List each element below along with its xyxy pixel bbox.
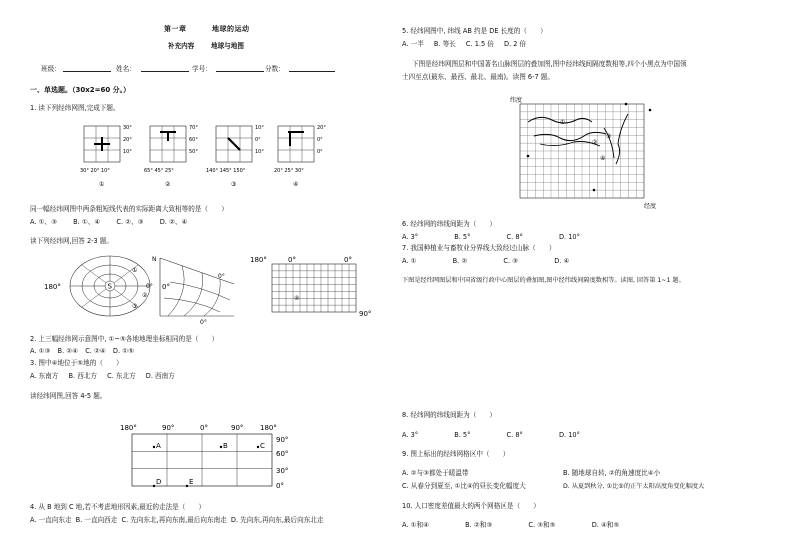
q6-pt3: ③ bbox=[606, 133, 612, 140]
q6-options bbox=[402, 234, 580, 242]
q4-right-4: 0° bbox=[276, 482, 284, 490]
q8-option-c[interactable]: C. 8° bbox=[506, 431, 523, 439]
grid-2-lat-3: 50° bbox=[189, 149, 198, 155]
q3-options bbox=[30, 373, 175, 381]
q3-option-c[interactable]: C. 东北方 bbox=[107, 372, 136, 380]
polar-pt2: ② bbox=[142, 292, 148, 299]
q5-option-b[interactable]: B. 等长 bbox=[433, 40, 456, 48]
id-label: 学号： bbox=[192, 65, 212, 73]
q4-option-d[interactable]: D. 先向东,再向东,最后向东北走 bbox=[230, 516, 324, 524]
q1-options bbox=[30, 219, 187, 227]
q10-option-a[interactable]: A. ①和④ bbox=[402, 521, 430, 529]
supplement-label: 补充内容 bbox=[168, 42, 195, 50]
q2-option-b[interactable]: B. ②④ bbox=[57, 347, 79, 355]
q10-stem: 10. 人口密度差值最大的两个网格区是（ ） bbox=[402, 502, 540, 510]
q7-stem: 7. 我国种植业与畜牧业分界线大致经过山脉（ ） bbox=[402, 244, 556, 252]
q5-option-d[interactable]: D. 2 倍 bbox=[504, 40, 527, 48]
q8-stem: 8. 经纬网的纬线间距为（ ） bbox=[402, 411, 497, 419]
q9-option-b[interactable]: B. 随地球自转, ②的角速度比④小 bbox=[563, 469, 661, 477]
q6-figure bbox=[502, 94, 672, 212]
score-label: 分数： bbox=[265, 65, 285, 73]
q8-options bbox=[402, 432, 580, 440]
q1-option-a[interactable]: A. ①、③ bbox=[30, 218, 58, 226]
grid-2-lat-2: 60° bbox=[189, 137, 198, 143]
grid-1 bbox=[80, 125, 132, 188]
q6-pt1: ① bbox=[560, 119, 566, 126]
q9-option-d[interactable]: D. 从夏到秋分, ①比⑤的正午太阳高度角变化幅度大 bbox=[563, 483, 705, 490]
q4-top-4: 90° bbox=[231, 424, 244, 432]
q7-option-c[interactable]: C. ③ bbox=[503, 257, 519, 265]
q3-option-d[interactable]: D. 西南方 bbox=[145, 372, 175, 380]
sector-diagram bbox=[146, 256, 234, 324]
q5-option-a[interactable]: A. 一半 bbox=[402, 40, 424, 48]
grid-4-lon: 20° 25° 30° bbox=[274, 168, 304, 174]
sgrid-lon0b: 0° bbox=[344, 256, 352, 264]
grid-4-num: ④ bbox=[293, 181, 299, 188]
grid-3 bbox=[206, 125, 264, 188]
q4-top-1: 180° bbox=[120, 424, 137, 432]
id-field[interactable] bbox=[216, 64, 264, 72]
q4-top-3: 0° bbox=[200, 424, 208, 432]
q4-pt-c: C bbox=[260, 442, 265, 450]
q4-stem: 4. 从 B 地到 C 地,若不考虑地形因素,最近的走法是（ ） bbox=[30, 503, 206, 511]
q1-option-c[interactable]: C. ②、③ bbox=[116, 218, 144, 226]
q4-pt-d: D bbox=[156, 478, 162, 486]
grid-2-lon: 65° 45° 25° bbox=[144, 168, 174, 174]
q1-grids-figure bbox=[70, 120, 340, 192]
q7-option-b[interactable]: B. ② bbox=[452, 257, 468, 265]
grid-3-lat-1: 10° bbox=[255, 125, 264, 131]
q2-stem: 2. 上三幅经纬网示意图中, ①~⑤各地地理坐标相同的是（ ） bbox=[30, 335, 219, 343]
sector-0b: 0° bbox=[218, 273, 225, 280]
q6-xlabel: 经度 bbox=[644, 203, 657, 210]
q8-option-d[interactable]: D. 10° bbox=[558, 431, 580, 439]
q5-option-c[interactable]: C. 1.5 倍 bbox=[465, 40, 494, 48]
grid-2-num: ② bbox=[165, 181, 171, 188]
chapter-number: 第一章 bbox=[164, 25, 187, 33]
q2-option-c[interactable]: C. ②④ bbox=[85, 347, 106, 355]
q6-option-b[interactable]: B. 5° bbox=[454, 233, 471, 241]
q4-top-2: 90° bbox=[162, 424, 175, 432]
sector-0a: 0° bbox=[146, 283, 153, 290]
polar-lon180: 180° bbox=[44, 283, 61, 291]
q4-intro: 读经纬网图,回答 4-5 题。 bbox=[30, 392, 107, 400]
name-field[interactable] bbox=[141, 64, 189, 72]
grid-3-num: ③ bbox=[231, 181, 237, 188]
q7-option-d[interactable]: D. ④ bbox=[554, 257, 570, 265]
q9-stem: 9. 图上标出的经纬网格区中（ ） bbox=[402, 450, 510, 458]
q4-option-b[interactable]: B. 一直向西走 bbox=[75, 516, 118, 524]
q4-pt-a: A bbox=[156, 442, 161, 450]
q8-option-a[interactable]: A. 3° bbox=[402, 431, 419, 439]
grid-2-lat-1: 70° bbox=[189, 125, 198, 131]
q1-option-b[interactable]: B. ①、④ bbox=[73, 218, 101, 226]
q4-figure bbox=[120, 420, 310, 494]
sector-0c: 0° bbox=[200, 319, 207, 324]
q2-figure bbox=[42, 254, 372, 324]
q6-ylabel: 纬度 bbox=[510, 97, 523, 104]
grid-1-lat-3: 10° bbox=[123, 149, 132, 155]
q3-option-b[interactable]: B. 西北方 bbox=[68, 372, 97, 380]
sgrid-lon0a: 0° bbox=[288, 256, 296, 264]
class-field[interactable] bbox=[63, 64, 111, 72]
q8-intro: 下图是经纬网图层和中国省级行政中心图层的叠加图,图中经纬线间隔度数相等。读图, 回答第 1~1 题。 bbox=[402, 277, 685, 284]
grid-4-lat-2: 0° bbox=[317, 137, 323, 143]
polar-pt1: ① bbox=[132, 267, 138, 274]
q10-options bbox=[402, 522, 619, 530]
q4-option-c[interactable]: C. 先向东北,再向东南,最后向东南走 bbox=[121, 516, 227, 524]
q10-option-d[interactable]: D. ④和⑤ bbox=[591, 521, 620, 529]
square-grid-diagram bbox=[250, 256, 371, 318]
q2-option-d[interactable]: D. ①⑤ bbox=[112, 347, 135, 355]
sector-n: N bbox=[152, 256, 157, 263]
grid-4-lat-1: 20° bbox=[317, 125, 326, 131]
q10-option-c[interactable]: C. ③和⑤ bbox=[528, 521, 556, 529]
q6-pt4: ④ bbox=[600, 155, 606, 162]
name-label: 姓名： bbox=[116, 65, 136, 73]
q1-option-d[interactable]: D. ②、④ bbox=[159, 218, 188, 226]
class-label: 班级： bbox=[41, 65, 61, 73]
polar-pole-label: S bbox=[107, 282, 112, 291]
sgrid-lat90: 90° bbox=[359, 310, 372, 318]
polar-pt3: ③ bbox=[132, 303, 138, 310]
grid-1-num: ① bbox=[99, 181, 105, 188]
q5-stem: 5. 经纬网图中, 纬线 AB 约是 DE 长度的（ ） bbox=[402, 27, 547, 35]
q7-option-a[interactable]: A. ① bbox=[402, 257, 417, 265]
sgrid-lon180: 180° bbox=[250, 256, 267, 264]
grid-1-lat-2: 20° bbox=[123, 137, 132, 143]
q5-options bbox=[402, 41, 526, 49]
q3-stem: 3. 图中④地位于⑤地的（ ） bbox=[30, 359, 123, 367]
q10-option-b[interactable]: B. ②和③ bbox=[465, 521, 493, 529]
q4-options bbox=[30, 517, 323, 525]
grid-1-lat-1: 30° bbox=[123, 125, 132, 131]
q6-option-c[interactable]: C. 8° bbox=[506, 233, 523, 241]
q2-option-a[interactable]: A. ①③ bbox=[30, 347, 51, 355]
q9-option-c[interactable]: C. 从春分到夏至, ①比④的昼长变化幅度大 bbox=[402, 482, 526, 490]
grid-3-lat-2: 0° bbox=[255, 137, 261, 143]
q6-intro-line-1: 下图是经纬网图层和中国著名山脉图层的叠加图,图中经纬线间隔度数相等,四个小黑点为中国领 bbox=[412, 60, 687, 68]
chapter-title: 地球的运动 bbox=[212, 25, 250, 33]
polar-deg0: 0° bbox=[162, 283, 170, 291]
q6-option-d[interactable]: D. 10° bbox=[558, 233, 580, 241]
q7-options bbox=[402, 258, 569, 266]
q4-pt-b: B bbox=[223, 442, 228, 450]
q3-option-a[interactable]: A. 东南方 bbox=[30, 372, 59, 380]
grid-1-lon: 30° 20° 10° bbox=[80, 168, 110, 174]
grid-2 bbox=[144, 125, 198, 188]
grid-4-lat-3: 0° bbox=[317, 149, 323, 155]
q6-option-a[interactable]: A. 3° bbox=[402, 233, 419, 241]
q1-stem: 同一幅经纬网图中两条粗短线代表的实际距离大致相等的是（ ） bbox=[30, 205, 228, 213]
supplement-title: 地球与地图 bbox=[211, 42, 244, 50]
q8-option-b[interactable]: B. 5° bbox=[454, 431, 471, 439]
q4-option-a[interactable]: A. 一直向东走 bbox=[30, 516, 72, 524]
section-title: 一、单选题。（30x2=60 分。） bbox=[30, 86, 131, 94]
q9-option-a[interactable]: A. ②与③都处于暖温带 bbox=[402, 469, 469, 477]
grid-3-lat-3: 10° bbox=[255, 149, 264, 155]
q1-intro: 1. 读下列经纬网图,完成下题。 bbox=[30, 104, 120, 112]
sgrid-pt4: ④ bbox=[294, 295, 300, 302]
q6-intro-line-2: 土四至点(最东、最西、最北、最南)。读图 6-7 题。 bbox=[402, 73, 554, 81]
q6-pt2: ② bbox=[592, 139, 598, 146]
grid-4 bbox=[274, 125, 326, 188]
q4-top-5: 180° bbox=[260, 424, 277, 432]
q6-stem: 6. 经纬网的纬线间距为（ ） bbox=[402, 220, 497, 228]
q2-intro: 读下列经纬网,回答 2-3 题。 bbox=[30, 237, 113, 245]
score-field[interactable] bbox=[289, 64, 335, 72]
q4-right-1: 90° bbox=[276, 436, 289, 444]
q4-right-3: 30° bbox=[276, 467, 289, 475]
grid-3-lon: 140° 145° 150° bbox=[206, 168, 246, 174]
q2-options bbox=[30, 348, 134, 356]
q4-right-2: 60° bbox=[276, 450, 289, 458]
q4-pt-e: E bbox=[189, 478, 194, 486]
